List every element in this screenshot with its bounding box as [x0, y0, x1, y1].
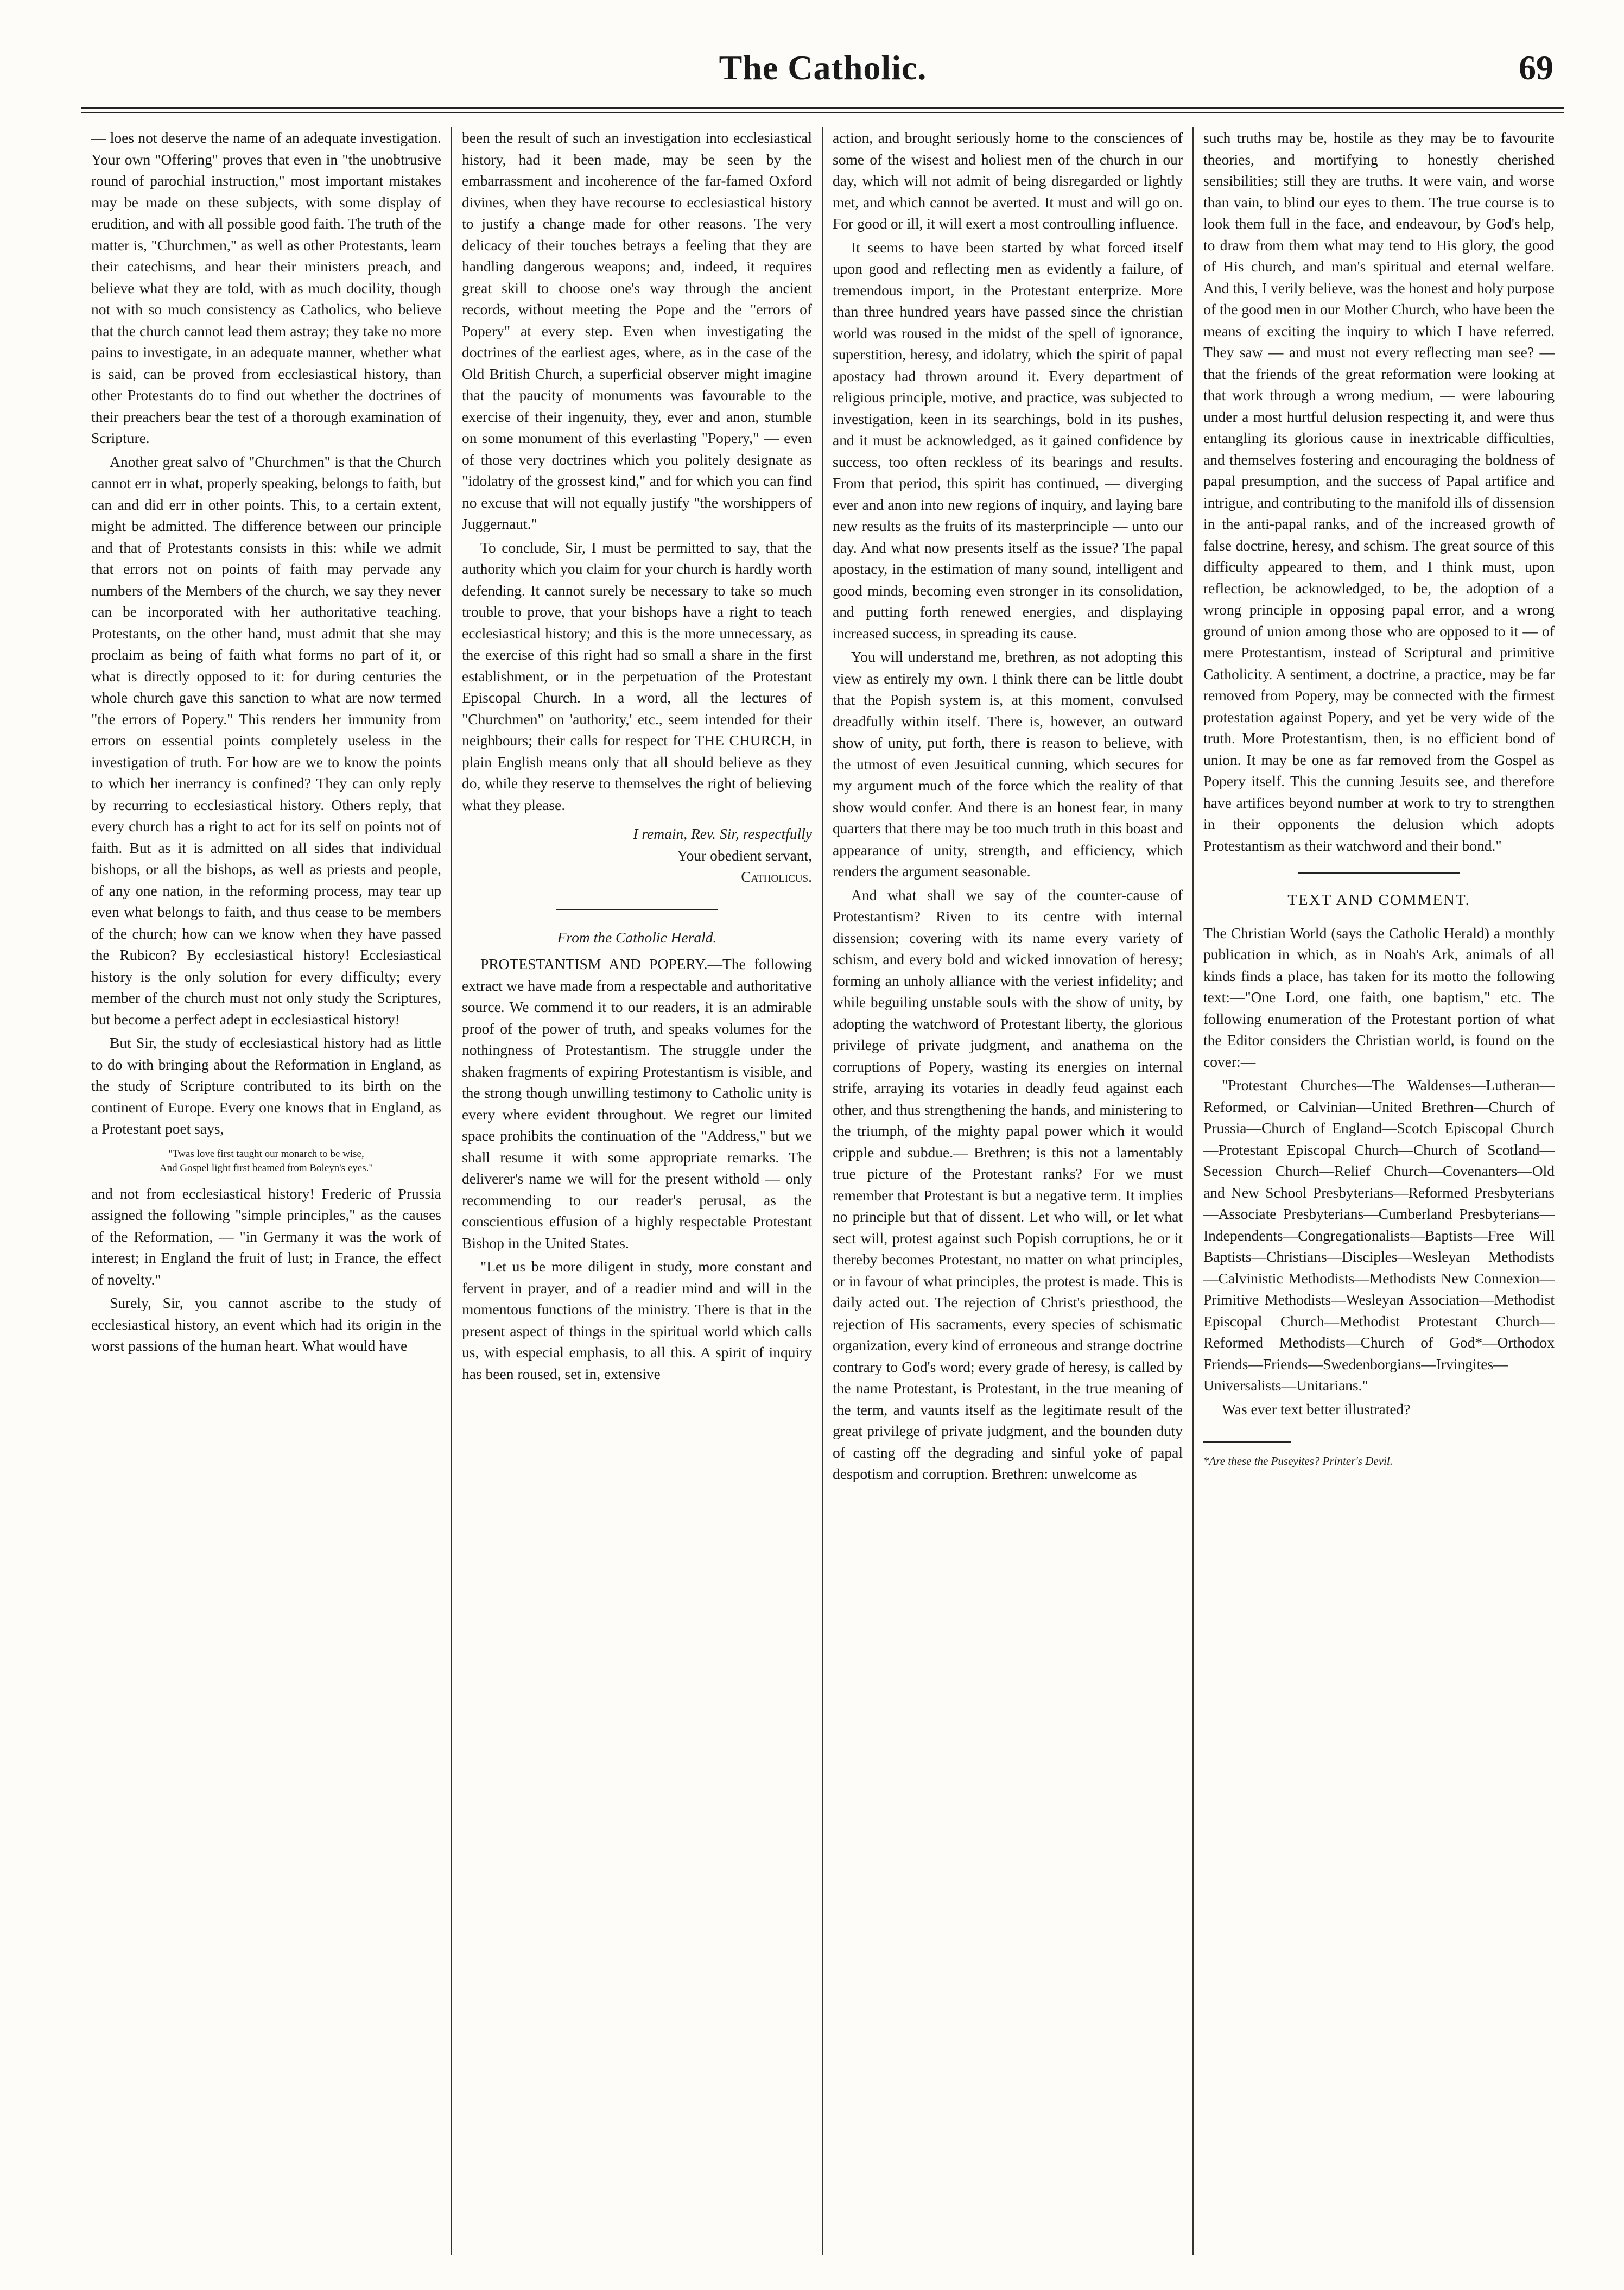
paragraph: — loes not deserve the name of an adequate investigation. Your own "Offering" proves that even in "the unobtrusive round of parochial instruction," most important mistakes may be made on these subjects, with some display of erudition, and with all possible good faith. The truth of the matter is, "Churchmen," as well as other Protestants, learn their catechisms, and hear their ministers preach, and believe what they are told, with as much docility, though not with so much consistency as Catholics, who believe that the church cannot lead them astray; they take no more pains to investigate, in an adequate manner, whether what is said, can be proved from ecclesiastical history, than other Protestants do to find out whether the doctrines of their preachers bear the test of a thorough examination of Scripture. — [91, 129, 441, 446]
paragraph: "Let us be more diligent in study, more constant and fervent in prayer, and of a readier mind and will in the momentous functions of the ministry. There is that in the present aspect of things in the spiritual world which calls us, with especial emphasis, to all this. A spirit of inquiry has been roused, set in, extensive — [462, 1258, 812, 1382]
column-4 — [1194, 127, 1564, 2255]
paragraph: action, and brought seriously home to the consciences of some of the wisest and holiest men of the church in our day, which will not admit of being disregarded or lightly met, and which cannot be averted. It must and will go on. For good or ill, it will exert a most controulling influence. — [833, 129, 1183, 232]
paragraph: such truths may be, hostile as they may be to favourite theories, and mortifying to honestly cherished sensibilities; still they are truths. It were vain, and worse than vain, to blind our eyes to them. The true course is to look them full in the face, and endeavour, by God's help, to draw from them what may tend to His glory, the good of His church, and man's spiritual and eternal welfare. And this, I verily believe, was the honest and holy purpose of the good men in our Mother Church, who have been the means of exciting the inquiry to which I have referred. They saw — and must not every reflecting man see? — that the friends of the great reformation were looking at that work through a wrong medium, — were labouring under a most hurtful delusion respecting it, and were thus entangling its glorious cause in inextricable difficulties, and themselves fostering and encouraging the boldness of papal presumption, and the success of Papal artifice and intrigue, and contributing to the manifold ills of dissension in the anti-papal ranks, and of the increased growth of false doctrine, heresy, and schism. The great source of this difficulty appeared to them, and I think must, upon reflection, be acknowledged, to be, the adoption of a wrong principle in opposing papal error, and a wrong ground of union among those who are opposed to it — of mere Protestantism, instead of Scriptural and primitive Catholicity. A sentiment, a doctrine, a practice, may be far removed from Popery, may be connected with the firmest protestation against Popery, and yet be very wide of the truth. More Protestantism, then, is no efficient bond of union. It may be one as far removed from the Gospel as Popery itself. This the cunning Jesuits see, and therefore have artifices beyond number at work to try to strengthen in their opponents the delusion which adopts Protestantism as their watchword and their bond." — [1203, 129, 1555, 854]
article-columns — [81, 127, 1564, 2255]
section-heading: TEXT AND COMMENT. — [1287, 891, 1470, 909]
paragraph: been the result of such an investigation into ecclesiastical history, had it been made, may be seen by the embarrassment and incoherence of the far-famed Oxford divines, when they have recourse to ecclesiastical history to justify a change made for other reasons. The very delicacy of their touches betrays a feeling that they are handling dangerous weapons; and, indeed, it requires great skill to choose one's way through the ancient records, without meeting the Pope and the "errors of Popery" at every step. Even when investigating the doctrines of the earliest ages, where, as in the case of the Old British Church, a superficial observer might imagine that the paucity of monuments was favourable to the exercise of their ingenuity, they, ever and anon, stumble on some monument of this everlasting "Popery," — even of those very doctrines which you politely designate as "idolatry of the grossest kind," and for which you can find no excuse that will not equally justify "the worshippers of Juggernaut." — [462, 129, 812, 532]
column-2 — [452, 127, 823, 2255]
letter-closing-line: Your obedient servant, — [677, 846, 812, 864]
paragraph: and not from ecclesiastical history! Frederic of Prussia assigned the following "simple principles," as the causes of the Reformation, — "in Germany it was the work of interest; in England the fruit of lust; in France, the effect of novelty." — [91, 1185, 441, 1288]
footnote: *Are these the Puseyites? Printer's Devil. — [1203, 1454, 1393, 1467]
header-rule-thin — [81, 112, 1564, 113]
footnote-rule — [1203, 1441, 1291, 1443]
paragraph: You will understand me, brethren, as not adopting this view as entirely my own. I think there can be little doubt that the Popish system is, at this moment, convulsed dreadfully within itself. There is, however, an outward show of unity, put forth, there is reason to believe, with the utmost of even Jesuitical cunning, which secures for my argument much of the force which the reality of that show would confer. And there is an honest fear, in many quarters that there may be too much truth in this boast and appearance of unity, strength, and efficiency, which renders the argument seasonable. — [833, 648, 1183, 880]
page-header — [81, 43, 1564, 103]
paragraph: And what shall we say of the counter-cause of Protestantism? Riven to its centre with internal dissension; covering with its name every variety of schism, and every bold and wicked innovation of heresy; forming an unholy alliance with the veriest infidelity; and while beguiling unstable souls with the show of unity, by adopting the watchword of Protestant liberty, the glorious privilege of private judgment, and anathema on the corruptions of Popery, wasting its energies on internal strife, arraying its votaries in deadly feud against each other, and thus strengthening the hands, and ministering to the triumph, of the mighty papal power which it would cripple and subdue.— Brethren; is this not a lamentably true picture of the Protestant ranks? For we must remember that Protestant is but a negative term. It implies no principle but that of dissent. Let who will, or let what sect will, protest against such Popish corruptions, he or it thereby becomes Protestant, no matter on what principles, or in favour of what principles, the protest is made. This is daily acted out. The rejection of Christ's priesthood, the rejection of His sacraments, every species of schismatic organization, every kind of erroneous and strange doctrine contrary to God's word; every grade of heresy, is called by the name Protestant, is Protestant, in the true meaning of the term, and vaunts itself as the legitimate result of the great privilege of private judgment, and the bounden duty of casting off the degrading and sinful yoke of papal despotism and corruption. Brethren: unwelcome as — [833, 886, 1183, 1482]
section-divider — [1298, 872, 1460, 874]
poem-line: "Twas love first taught our monarch to be wise, — [168, 1148, 364, 1160]
paragraph: Another great salvo of "Churchmen" is that the Church cannot err in what, properly speaking, belongs to faith, but can and did err in other points. This, to a certain extent, might be admitted. The difference between our principle and that of Protestants consists in this: while we admit that errors not on points of faith may pervade any numbers of the Members of the church, we say they never can be incorporated with her authoritative teaching. Protestants, on the other hand, must admit that she may proclaim as being of faith what forms no part of it, or what is directly opposed to it: for during centuries the whole church gave this sanction to what are now termed "the errors of Popery." This renders her immunity from errors on essential points completely useless in the investigation of truth. For how are we to know the points to which her inerrancy is confined? They can only reply by recurring to ecclesiastical history. Others reply, that every church has a right to act for its self on points not of faith. But as it is admitted on all sides that individual bishops, or all the bishops, as well as priests and people, of any one nation, in the reforming process, may tear up even what belongs to faith, and thus cease to be members of the church; how can we know when they have passed the Rubicon? By ecclesiastical history! Ecclesiastical history is the only solution for every difficulty; every member of the church must not only study the Scriptures, but become a perfect adept in ecclesiastical history! — [91, 453, 441, 1028]
column-1 — [81, 127, 452, 2255]
letter-closing: I remain, Rev. Sir, respectfully — [633, 825, 812, 842]
column-3 — [823, 127, 1194, 2255]
paragraph: "Protestant Churches—The Waldenses—Lutheran—Reformed, or Calvinian—United Brethren—Church of Prussia—Church of England—Scotch Episcopal Church—Protestant Episcopal Church—Church of Scotland—Secession Church—Relief Church—Covenanters—Old and New School Presbyterians—Reformed Presbyterians—Associate Presbyterians—Cumberland Presbyterians—Independents—Congregationalists—Baptists—Free Will Baptists—Christians—Disciples—Wesleyan Methodists—Calvinistic Methodists—Methodists New Connexion—Primitive Methodists—Wesleyan Association—Methodist Episcopal Church—Methodist Protestant Church—Reformed Methodists—Church of God*—Orthodox Friends—Friends—Swedenborgians—Irvingites—Universalists—Unitarians." — [1203, 1077, 1555, 1394]
poem-line: And Gospel light first beamed from Boleyn's eyes." — [159, 1162, 373, 1174]
page-number: 69 — [1519, 48, 1553, 87]
paragraph: Surely, Sir, you cannot ascribe to the study of ecclesiastical history, an event which had its origin in the worst passions of the human heart. What would have — [91, 1294, 441, 1354]
paragraph: The Christian World (says the Catholic Herald) a monthly publication in which, as in Noah's Ark, animals of all kinds finds a place, has taken for its motto the following text:—"One Lord, one faith, one baptism," etc. The following enumeration of the Protestant portion of what the Editor considers the Christian world, is found on the cover:— — [1203, 924, 1555, 1070]
paragraph: But Sir, the study of ecclesiastical history had as little to do with bringing about the Reformation in England, as the study of Scripture contributed to its birth on the continent of Europe. Every one knows that in England, as a Protestant poet says, — [91, 1034, 441, 1137]
paragraph: Was ever text better illustrated? — [1222, 1400, 1411, 1418]
page-title: The Catholic. — [719, 48, 927, 87]
header-rule — [81, 107, 1564, 109]
letter-signature: Catholicus. — [741, 868, 812, 885]
source-credit: From the Catholic Herald. — [557, 928, 717, 946]
poem-quote — [91, 1147, 441, 1175]
paragraph: To conclude, Sir, I must be permitted to say, that the authority which you claim for your church is hardly worth defending. It cannot surely be necessary to take so much trouble to prove, that your bishops have a right to teach ecclesiastical history; and this is the more unnecessary, as the exercise of this right had so small a share in the first establishment, or in the perpetuation of the Protestant Episcopal Church. In a word, all the lectures of "Churchmen" on 'authority,' etc., seem intended for their neighbours; their calls for respect for THE CHURCH, in plain English means only that all should believe as they do, while they reserve to themselves the right of believing what they please. — [462, 539, 812, 813]
section-divider — [556, 909, 718, 910]
paragraph: It seems to have been started by what forced itself upon good and reflecting men as evidently a failure, of tremendous import, in the Protestant enterprize. More than three hundred years have passed since the christian world was roused in the midst of the spell of ignorance, superstition, heresy, and idolatry, which the spirit of papal apostacy had thrown around it. Every department of religious principle, motive, and practice, was subjected to investigation, keen in its searchings, bold in its pushes, and it must be acknowledged, as it gained confidence by success, too often reckless of its bearings and results. From that period, this spirit has continued, — diverging ever and anon into new regions of inquiry, and laying bare new results as the fruits of its masterprinciple — unto our day. And what now presents itself as the issue? The papal apostacy, in the estimation of many sound, intelligent and good minds, becoming even stronger in its consolidation, and putting forth renewed energies, and displaying increased success, in spreading its cause. — [833, 238, 1183, 642]
paragraph: PROTESTANTISM AND POPERY.—The following extract we have made from a respectable and authoritative source. We commend it to our readers, it is an admirable proof of the power of truth, and speaks volumes for the nothingness of Protestantism. The struggle under the shaken fragments of expiring Protestantism is visible, and the strong though unwilling testimony to Catholic unity is every where evident throughout. We regret our limited space prohibits the continuation of the "Address," but we shall resume it with some appropriate remarks. The deliverer's name we will for the present withold — only recommending to our reader's perusal, as the conscientious effusion of a highly respectable Protestant Bishop in the United States. — [462, 956, 812, 1251]
